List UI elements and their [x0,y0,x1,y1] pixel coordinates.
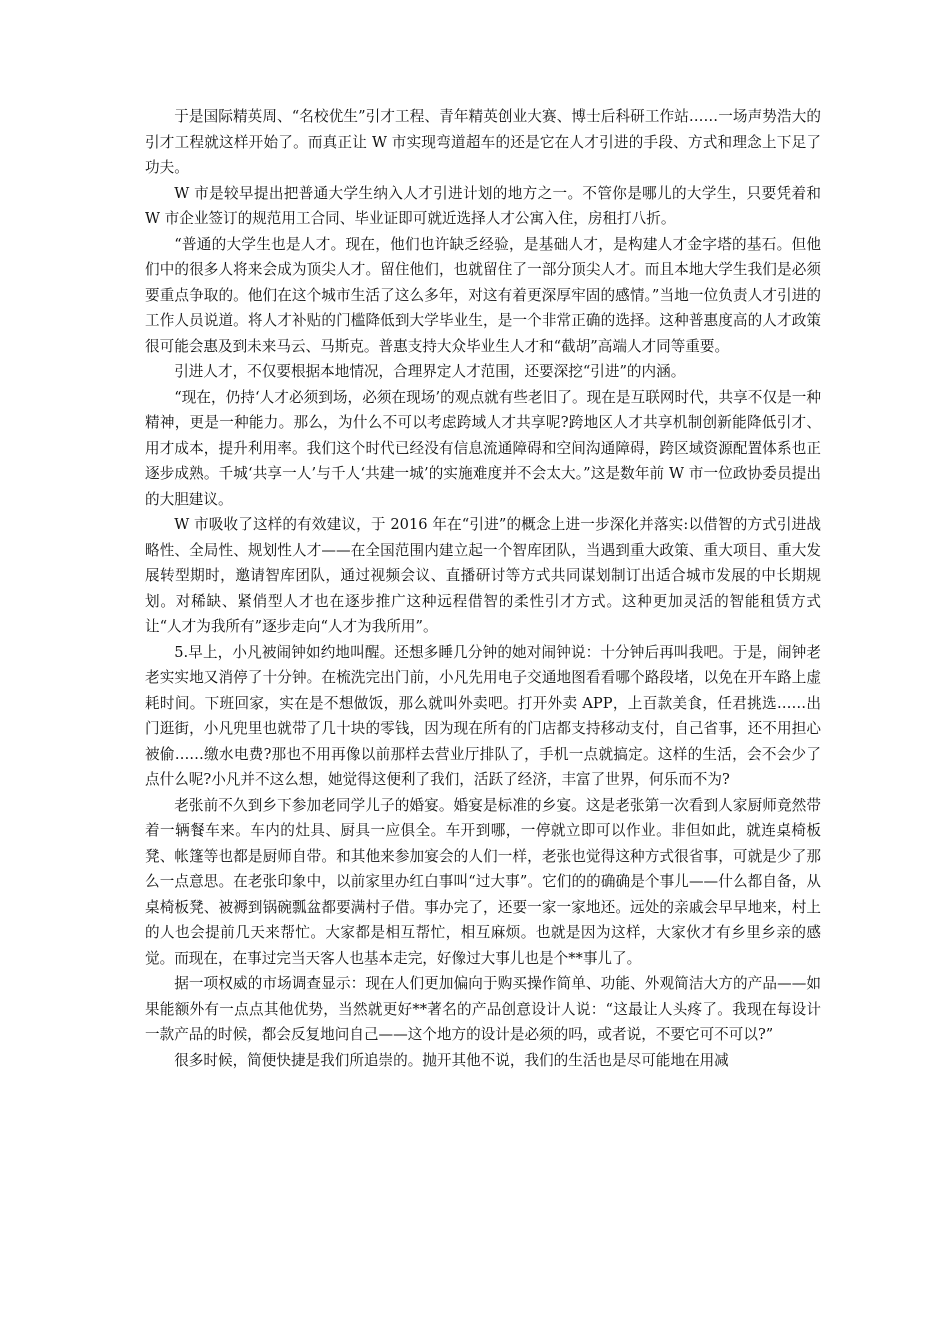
paragraph: 很多时候，简便快捷是我们所追崇的。抛开其他不说，我们的生活也是尽可能地在用减 [174,1051,729,1069]
paragraph: “现在，仍持‘人才必须到场，必须在现场’的观点就有些老旧了。现在是互联网时代，共享不仅是一种精神，更是一种能力。那么，为什么不可以考虑跨域人才共享呢?跨地区人才共享机制创新能降低引才、用才成本，提升利用率。我们这个时代已经没有信息流通障碍和空间沟通障碍，跨区域资源配置体系也正逐步成熟。千城‘共享一人’与千人‘共建一城’的实施难度并不会太大。”这是数年前 W 市一位政协委员提出的大胆建议。 [145,388,821,508]
paragraph: W 市吸收了这样的有效建议，于 2016 年在“引进”的概念上进一步深化并落实:以借智的方式引进战略性、全局性、规划性人才——在全国范围内建立起一个智库团队，当遇到重大政策、重大项目、重大发展转型期时，邀请智库团队，通过视频会议、直播研讨等方式共同谋划制订出适合城市发展的中长期规划。对稀缺、紧俏型人才也在逐步推广这种远程借智的柔性引才方式。这种更加灵活的智能租赁方式让“人才为我所有”逐步走向“人才为我所用”。 [145,516,821,635]
paragraph: “普通的大学生也是人才。现在，他们也许缺乏经验，是基础人才，是构建人才金字塔的基石。但他们中的很多人将来会成为顶尖人才。留住他们，也就留住了一部分顶尖人才。而且本地大学生我们是必须要重点争取的。他们在这个城市生活了这么多年，对这有着更深厚牢固的感情。”当地一位负责人才引进的工作人员说道。将人才补贴的门槛降低到大学毕业生，是一个非常正确的选择。这种普惠度高的人才政策很可能会惠及到未来马云、马斯克。普惠支持大众毕业生人才和“截胡”高端人才同等重要。 [145,235,821,355]
paragraph: 引进人才，不仅要根据本地情况，合理界定人才范围，还要深挖“引进”的内涵。 [174,363,686,380]
paragraph: 据一项权威的市场调查显示：现在人们更加偏向于购买操作简单、功能、外观简洁大方的产品——如果能额外有一点点其他优势，当然就更好**著名的产品创意设计人说：“这最让人头疼了。我现在每设计一款产品的时候，都会反复地问自己——这个地方的设计是必须的吗，或者说，不要它可不可以?” [145,975,821,1043]
paragraph: 于是国际精英周、“名校优生”引才工程、青年精英创业大赛、博士后科研工作站……一场声势浩大的引才工程就这样开始了。而真正让 W 市实现弯道超车的还是它在人才引进的手段、方式和理念上下足了功夫。 [145,108,821,176]
paragraph: 老张前不久到乡下参加老同学儿子的婚宴。婚宴是标准的乡宴。这是老张第一次看到人家厨师竟然带着一辆餐车来。车内的灶具、厨具一应俱全。车开到哪，一停就立即可以作业。非但如此，就连桌椅板凳、帐篷等也都是厨师自带。和其他来参加宴会的人们一样，老张也觉得这种方式很省事，可就是少了那么一点意思。在老张印象中，以前家里办红白事叫“过大事”。它们的的确确是个事儿——什么都自备，从桌椅板凳、被褥到锅碗瓢盆都要满村子借。事办完了，还要一家一家地还。远处的亲戚会早早地来，村上的人也会提前几天来帮忙。大家都是相互帮忙，相互麻烦。也就是因为这样，大家伙才有乡里乡亲的感觉。而现在，在事过完当天客人也基本走完，好像过大事儿也是个**事儿了。 [145,796,821,967]
document-body [145,104,821,1073]
paragraph: W 市是较早提出把普通大学生纳入人才引进计划的地方之一。不管你是哪儿的大学生，只要凭着和 W 市企业签订的规范用工合同、毕业证即可就近选择人才公寓入住，房租打八折。 [145,184,821,227]
paragraph: 5.早上，小凡被闹钟如约地叫醒。还想多睡几分钟的她对闹钟说：十分钟后再叫我吧。于是，闹钟老老实实地又消停了十分钟。在梳洗完出门前，小凡先用电子交通地图看看哪个路段堵，以免在开车路上虚耗时间。下班回家，实在是不想做饭，那么就叫外卖吧。打开外卖 APP，上百款美食，任君挑选……出门逛街，小凡兜里也就带了几十块的零钱，因为现在所有的门店都支持移动支付，自己省事，还不用担心被偷……缴水电费?那也不用再像以前那样去营业厅排队了，手机一点就搞定。这样的生活，会不会少了点什么呢?小凡并不这么想，她觉得这便利了我们，活跃了经济，丰富了世界，何乐而不为? [145,643,821,788]
